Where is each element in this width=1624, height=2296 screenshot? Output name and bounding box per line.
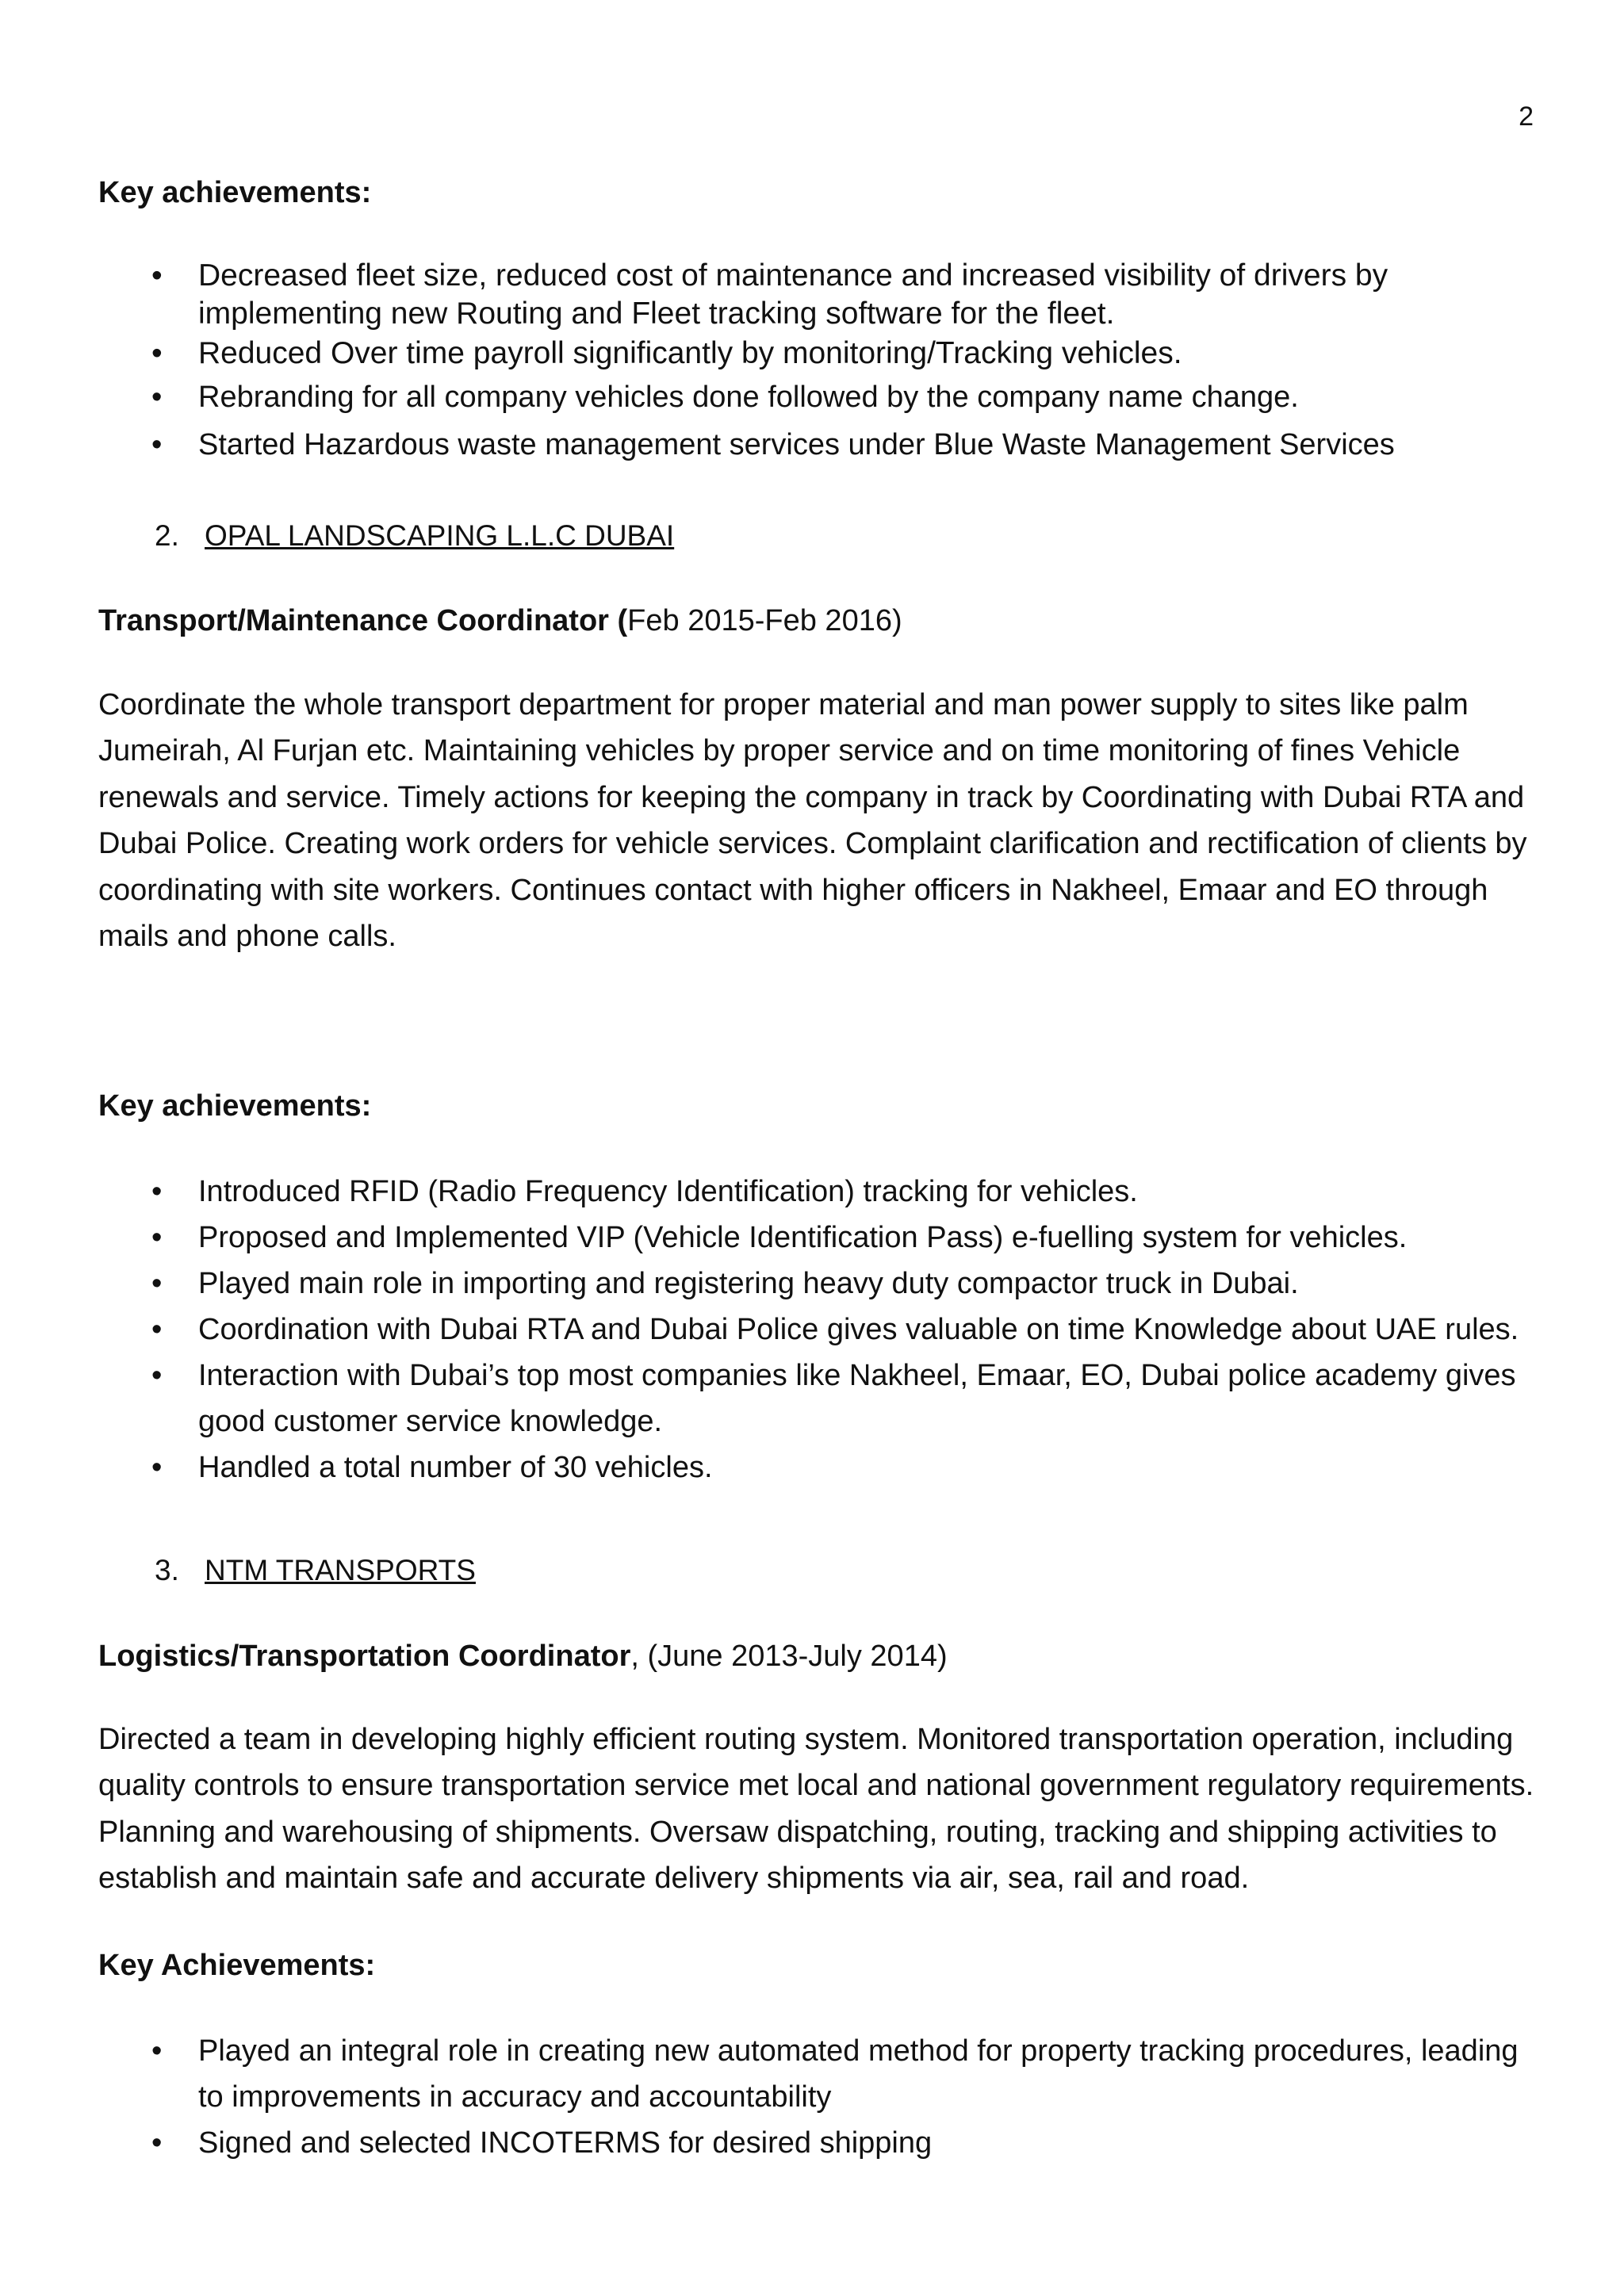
job-3-description: Directed a team in developing highly efficient routing system. Monitored transportation operation, including quality controls to ensure transportation service met local and national government regulatory requirements. Planning and warehousing of shipments. Oversaw dispatching, routing, tracking and shipping activities to establish and maintain safe and accurate delivery shipments via air, sea, rail and road. [98, 1723, 1534, 1896]
list-item: • Rebranding for all company vehicles done followed by the company name change. [98, 374, 1542, 420]
bullet-list [98, 1169, 1542, 1490]
key-achievements-heading: Key achievements: [98, 176, 372, 209]
job-3-achievements [98, 2028, 1542, 2166]
bullet-icon: • [151, 1221, 163, 1254]
job-2-title-bold: Transport/Maintenance Coordinator ( [98, 604, 628, 637]
job-3-number: 3. [155, 1554, 179, 1586]
list-item: • Decreased fleet size, reduced cost of maintenance and increased visibility of drivers by implementing new Routing and Fleet tracking software for the fleet. [151, 258, 1388, 331]
bullet-icon: • [151, 381, 163, 414]
job-2-dates: Feb 2015-Feb 2016) [627, 604, 902, 637]
job-3-company: NTM TRANSPORTS [205, 1554, 476, 1586]
list-item: • Signed and selected INCOTERMS for desired shipping [98, 2120, 1542, 2166]
large-bullet-list [98, 257, 1542, 373]
achievements-list-1 [98, 257, 1542, 373]
list-item: • Introduced RFID (Radio Frequency Identification) tracking for vehicles. [98, 1169, 1542, 1215]
bullet-icon: • [151, 1175, 163, 1208]
job-2-title [98, 598, 1542, 644]
list-item: • Reduced Over time payroll significantly by monitoring/Tracking vehicles. [98, 335, 1542, 373]
bullet-icon: • [151, 428, 163, 461]
job-2-number: 2. [155, 519, 179, 552]
bullet-icon: • [151, 258, 163, 293]
small-bullet-list [98, 374, 1542, 468]
bullet-icon: • [151, 1267, 163, 1300]
list-item: • Handled a total number of 30 vehicles. [98, 1445, 1542, 1490]
list-item: • Played an integral role in creating new automated method for property tracking procedures, leading to improvements in accuracy and accountability [98, 2028, 1542, 2120]
bullet-icon: • [151, 2034, 163, 2068]
list-item: • Played main role in importing and registering heavy duty compactor truck in Dubai. [98, 1261, 1542, 1307]
bullet-icon: • [151, 1359, 163, 1392]
list-item: • Started Hazardous waste management services under Blue Waste Management Services [98, 422, 1542, 468]
job-2-description: Coordinate the whole transport department for proper material and man power supply to sites like palm Jumeirah, Al Furjan etc. Maintaining vehicles by proper service and on time monitoring of fines Vehicle renewals and service. Timely actions for keeping the company in track by Coordinating with Dubai RTA and Dubai Police. Creating work orders for vehicle services. Complaint clarification and rectification of clients by coordinating with site workers. Continues contact with higher officers in Nakheel, Emaar and EO through mails and phone calls. [98, 688, 1527, 954]
list-item: • Proposed and Implemented VIP (Vehicle Identification Pass) e-fuelling system for vehicles. [98, 1215, 1542, 1261]
job-2-company: OPAL LANDSCAPING L.L.C DUBAI [205, 519, 675, 552]
page-number: 2 [1519, 101, 1534, 132]
achievements-list-1b [98, 374, 1542, 468]
bullet-icon: • [151, 336, 163, 370]
job-3-achievements-heading: Key Achievements: [98, 1949, 376, 1982]
job-3-header [155, 1550, 476, 1591]
bullet-icon: • [151, 1451, 163, 1484]
bullet-icon: • [151, 1313, 163, 1346]
list-item: • Interaction with Dubai’s top most companies like Nakheel, Emaar, EO, Dubai police academy gives good customer service knowledge. [98, 1353, 1542, 1445]
job-2-achievements-heading: Key achievements: [98, 1089, 372, 1123]
job-3-dates: , (June 2013-July 2014) [630, 1640, 948, 1673]
bullet-icon: • [151, 2126, 163, 2160]
job-3-title [98, 1633, 1542, 1679]
job-2-header [155, 515, 674, 557]
job-2-achievements [98, 1169, 1542, 1490]
bullet-list [98, 2028, 1542, 2166]
job-3-title-bold: Logistics/Transportation Coordinator [98, 1640, 631, 1673]
list-item: • Coordination with Dubai RTA and Dubai Police gives valuable on time Knowledge about UAE rules. [98, 1307, 1542, 1353]
